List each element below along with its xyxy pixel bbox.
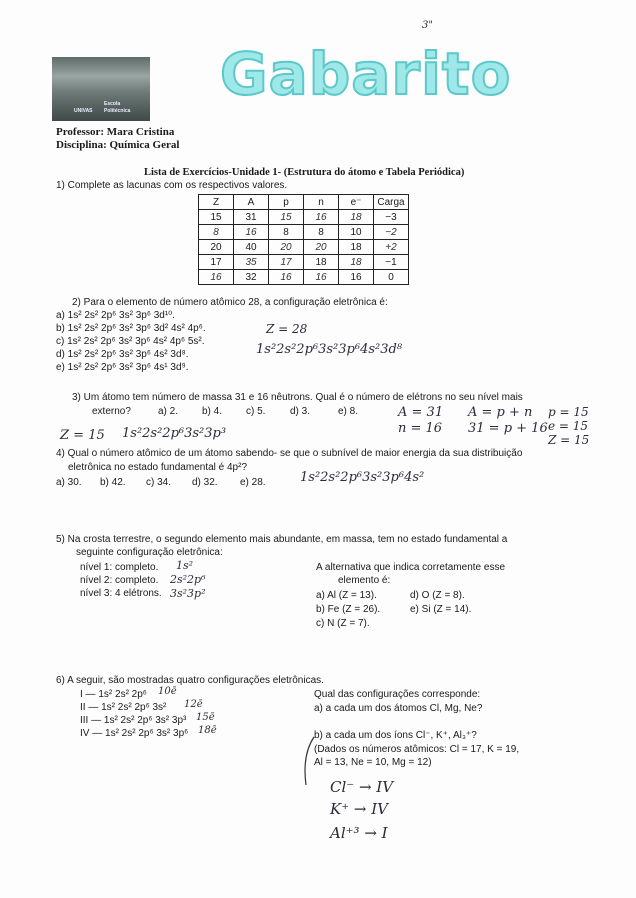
- table-header-row: [199, 195, 409, 210]
- option-c: c) 5.: [246, 406, 266, 417]
- table-cell: 31: [234, 210, 269, 225]
- config-2: II — 1s² 2s² 2p⁶ 3s²: [80, 702, 167, 713]
- question-1: 1) Complete as lacunas com os respectivos valores.: [56, 180, 288, 191]
- config-1: I — 1s² 2s² 2p⁶: [80, 689, 147, 700]
- table-row: [199, 225, 409, 240]
- table-cell: −3: [374, 210, 409, 225]
- table-row: [199, 210, 409, 225]
- handwritten-answer: 1s²2s²2p⁶3s²3p⁶4s²: [300, 470, 425, 485]
- school-logo: [52, 57, 150, 121]
- question-2: 2) Para o elemento de número atômico 28, a configuração eletrônica é:: [72, 297, 388, 308]
- table-header: e⁻: [339, 195, 374, 210]
- handwritten-answer: Cl⁻ → IV: [330, 778, 394, 796]
- handwritten-answer: Al⁺³ → I: [330, 824, 388, 842]
- option-d-selected: d) 1s² 2s² 2p⁶ 3s² 3p⁶ 4s² 3d⁸.: [56, 349, 189, 360]
- table-row: [199, 255, 409, 270]
- table-cell: 20: [269, 240, 304, 255]
- handwritten-note: A = 31: [398, 405, 444, 420]
- handwritten-note: 2s²2p⁶: [170, 573, 206, 586]
- table-cell: 8: [199, 225, 234, 240]
- option-d-selected: d) 3.: [290, 406, 311, 417]
- handwritten-note: Z = 15: [548, 433, 590, 447]
- question-4: 4) Qual o número atômico de um átomo sabendo- se que o subnível de maior energia da sua distribuição: [56, 448, 523, 459]
- handwritten-note: 10ē: [158, 686, 177, 697]
- config-4: IV — 1s² 2s² 2p⁶ 3s² 3p⁶: [80, 728, 189, 739]
- option-a: a) Al (Z = 13).: [316, 590, 377, 601]
- atomic-data-cont: Al = 13, Ne = 10, Mg = 12): [314, 757, 432, 768]
- discipline: Disciplina: Química Geral: [56, 139, 180, 151]
- table-cell: −2: [374, 225, 409, 240]
- handwritten-note: Z = 28: [266, 322, 308, 336]
- question-6-prompt: Qual das configurações corresponde:: [314, 689, 481, 700]
- option-a: a) 2.: [158, 406, 179, 417]
- handwritten-note: 15ē: [196, 712, 215, 723]
- handwritten-note: A = p + n: [468, 405, 533, 420]
- handwritten-answer: 1s²2s²2p⁶3s²3p³: [122, 426, 227, 441]
- table-cell: 16: [304, 270, 339, 285]
- table-cell: 16: [234, 225, 269, 240]
- handwritten-note: 12ē: [184, 699, 203, 710]
- bracket-mark: [300, 735, 320, 795]
- level-2: nível 2: completo.: [80, 575, 159, 586]
- table-cell: 18: [339, 240, 374, 255]
- table-cell: 17: [199, 255, 234, 270]
- question-4-cont: eletrônica no estado fundamental é 4p²?: [68, 462, 248, 473]
- table-header: p: [269, 195, 304, 210]
- table-cell: 16: [304, 210, 339, 225]
- option-a: a) 1s² 2s² 2p⁶ 3s² 3p⁶ 3d¹⁰.: [56, 310, 175, 321]
- option-e: e) 28.: [240, 477, 266, 488]
- professor: Professor: Mara Cristina: [56, 126, 175, 138]
- table-cell: 35: [234, 255, 269, 270]
- handwritten-note: e = 15: [548, 419, 589, 433]
- table-cell: 20: [199, 240, 234, 255]
- handwritten-note: n = 16: [398, 421, 443, 436]
- table-cell: 16: [199, 270, 234, 285]
- handwritten-note: 1s²: [176, 559, 194, 572]
- table-cell: 8: [269, 225, 304, 240]
- alternatives-title-cont: elemento é:: [338, 575, 391, 586]
- option-a: a) 30.: [56, 477, 82, 488]
- table-cell: 16: [269, 270, 304, 285]
- option-e-selected: e) Si (Z = 14).: [410, 604, 472, 615]
- option-b: b) 4.: [202, 406, 223, 417]
- handwritten-note: p = 15: [548, 405, 589, 419]
- handwritten-note: 31 = p + 16: [468, 421, 548, 436]
- table-cell: 20: [304, 240, 339, 255]
- table-cell: +2: [374, 240, 409, 255]
- option-d: d) 32.: [192, 477, 218, 488]
- page-title: Gabarito: [220, 40, 512, 108]
- handwritten-note: Z = 15: [60, 428, 105, 443]
- table-cell: 0: [374, 270, 409, 285]
- option-c: c) 34.: [146, 477, 172, 488]
- table-cell: 18: [304, 255, 339, 270]
- table-header: Carga: [374, 195, 409, 210]
- list-title: Lista de Exercícios-Unidade 1- (Estrutura do átomo e Tabela Periódica): [144, 167, 465, 178]
- option-c: c) N (Z = 7).: [316, 618, 370, 629]
- table-cell: 15: [269, 210, 304, 225]
- handwritten-answer: K⁺ → IV: [330, 800, 388, 818]
- table-cell: 16: [339, 270, 374, 285]
- option-d: d) O (Z = 8).: [410, 590, 465, 601]
- table-cell: 18: [339, 210, 374, 225]
- handwritten-note: 18ē: [198, 725, 217, 736]
- table-row: [199, 240, 409, 255]
- table-cell: 10: [339, 225, 374, 240]
- alternatives-title: A alternativa que indica corretamente esse: [316, 562, 505, 573]
- table-cell: 40: [234, 240, 269, 255]
- question-3: 3) Um átomo tem número de massa 31 e 16 nêutrons. Qual é o número de elétrons no seu nível mais: [72, 392, 523, 403]
- level-3: nível 3: 4 elétrons.: [80, 588, 162, 599]
- level-1: nível 1: completo.: [80, 562, 159, 573]
- option-b: b) 42.: [100, 477, 126, 488]
- part-b: b) a cada um dos íons Cl⁻, K⁺, Al₃⁺?: [314, 730, 477, 741]
- corner-mark: 3": [422, 20, 433, 31]
- logo-text: Escola: [104, 101, 121, 107]
- table-cell: 15: [199, 210, 234, 225]
- table-cell: 18: [339, 255, 374, 270]
- option-c: c) 1s² 2s² 2p⁶ 3s² 3p⁶ 4s² 4p⁶ 5s².: [56, 336, 205, 347]
- part-a: a) a cada um dos átomos Cl, Mg, Ne?: [314, 703, 483, 714]
- atomic-data: (Dados os números atômicos: Cl = 17, K = 19,: [314, 744, 520, 755]
- table-cell: 8: [304, 225, 339, 240]
- option-e: e) 1s² 2s² 2p⁶ 3s² 3p⁶ 4s¹ 3d⁹.: [56, 362, 189, 373]
- table-cell: −1: [374, 255, 409, 270]
- question-3-cont: externo?: [92, 406, 131, 417]
- option-b: b) Fe (Z = 26).: [316, 604, 381, 615]
- table-row: [199, 270, 409, 285]
- handwritten-note: 3s²3p²: [170, 587, 206, 600]
- option-e: e) 8.: [338, 406, 359, 417]
- logo-text: UNIVAS: [74, 108, 93, 114]
- table-header: Z: [199, 195, 234, 210]
- question-5: 5) Na crosta terrestre, o segundo elemento mais abundante, em massa, tem no estado fundamental a: [56, 534, 508, 545]
- table-header: n: [304, 195, 339, 210]
- table-cell: 17: [269, 255, 304, 270]
- table-cell: 32: [234, 270, 269, 285]
- table-header: A: [234, 195, 269, 210]
- question-5-cont: seguinte configuração eletrônica:: [76, 547, 223, 558]
- handwritten-answer: 1s²2s²2p⁶3s²3p⁶4s²3d⁸: [256, 342, 403, 357]
- question-6: 6) A seguir, são mostradas quatro configurações eletrônicas.: [56, 675, 324, 686]
- config-3: III — 1s² 2s² 2p⁶ 3s² 3p³: [80, 715, 187, 726]
- atom-table: [198, 194, 409, 285]
- logo-text: Politécnica: [104, 108, 131, 114]
- option-b: b) 1s² 2s² 2p⁶ 3s² 3p⁶ 3d² 4s² 4p⁶.: [56, 323, 206, 334]
